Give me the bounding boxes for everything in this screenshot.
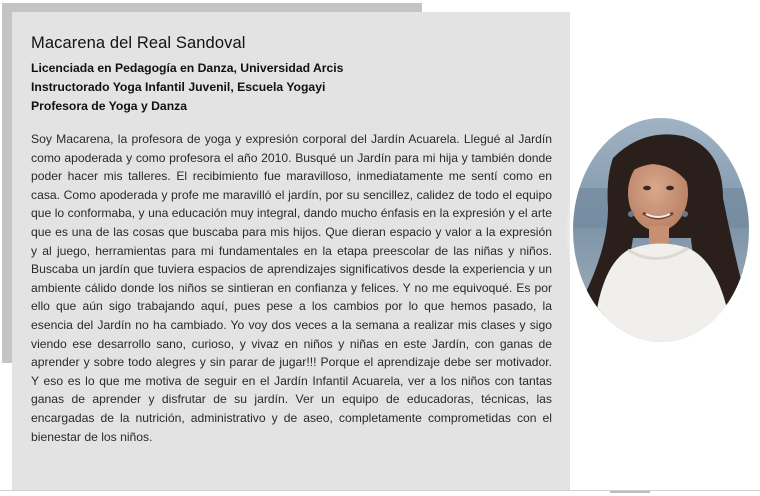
profile-card — [12, 12, 570, 490]
profile-bio: Soy Macarena, la profesora de yoga y expresión corporal del Jardín Acuarela. Llegué al Jardín como apoderada y como profesora el año 2010. Busqué un Jardín para mi hija y también donde poder hacer mis talleres. El recibimiento fue maravilloso, inmediatamente me sentí como en casa. Como apoderada y profe me maravilló el jardín, por su sencillez, calidez de todo el equipo que lo conformaba, y una educación muy integral, dando mucho énfasis en la expresión y el arte que es una de las cosas que buscaba para mis hijos. Que dieran espacio y valor a la expresión y al juego, herramientas para mi fundamentales en la etapa preescolar de las niñas y niños. Buscaba un jardín que tuviera espacios de aprendizajes significativos desde la experiencia y un ambiente cálido donde los niños se sintieran en confianza y felices. Y no me equivoqué. Es por ello que aún sigo trabajando aquí, pues pese a los cambios por lo que hemos pasado, la esencia del Jardín no ha cambiado. Yo voy dos veces a la semana a realizar mis clases y sigo viendo ese desarrollo sano, curioso, y vivaz en niños y niñas en este Jardín, con ganas de aprender y sobre todo alegres y sin parar de jugar!!! Porque el aprendizaje debe ser motivador. Y eso es lo que me motiva de seguir en el Jardín Infantil Acuarela, ver a los niños con tantas ganas de aprender y disfrutar de su jardín. Ver un equipo de educadoras, técnicas, las encargadas de la nutrición, administrativo y de aseo, completamente comprometidas con el bienestar de los niños. — [31, 132, 552, 444]
profile-name: Macarena del Real Sandoval — [31, 34, 246, 52]
credential-title: Profesora de Yoga y Danza — [31, 99, 188, 113]
scroll-indicator — [610, 491, 650, 493]
credential-degree: Licenciada en Pedagogía en Danza, Universidad Arcis — [31, 61, 344, 75]
credential-yoga-course: Instructorado Yoga Infantil Juvenil, Escuela Yogayi — [31, 80, 326, 94]
profile-photo — [573, 118, 749, 342]
card-shadow-left — [2, 3, 12, 363]
profile-photo-illustration — [573, 118, 749, 342]
